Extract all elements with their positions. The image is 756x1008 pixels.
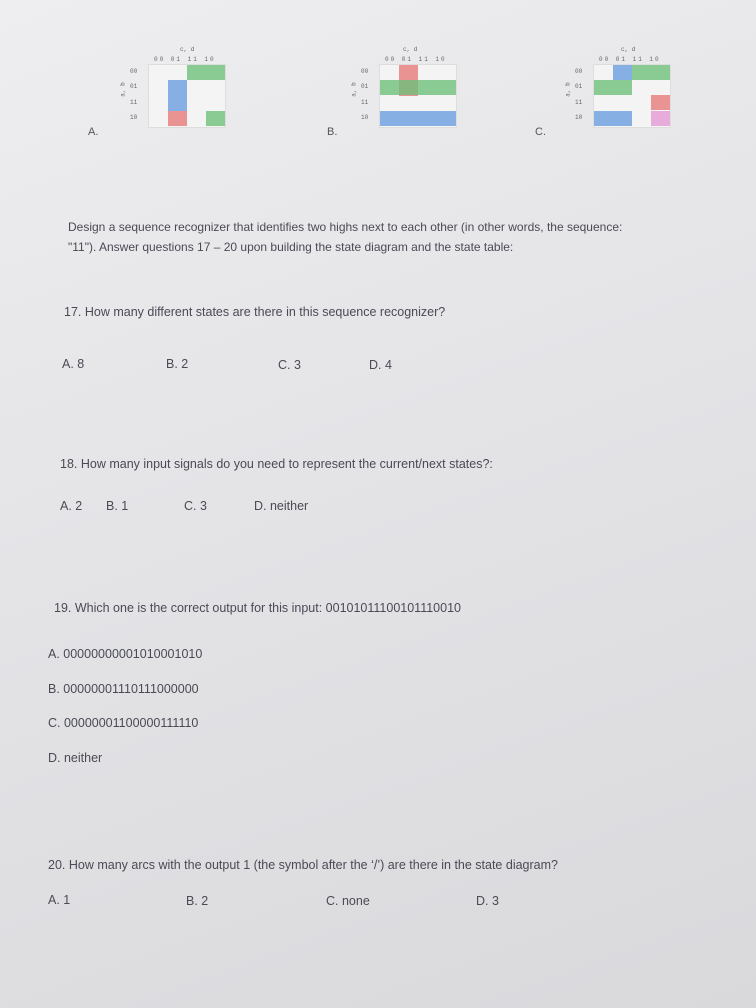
kmap-c-pink-cell [651, 111, 670, 126]
question-18: 18. How many input signals do you need to represent the current/next states?: [60, 457, 493, 471]
kmap-c-row-00: 00 [575, 68, 583, 75]
kmap-c-label: C. [535, 126, 546, 138]
kmap-c-green-top [632, 65, 670, 80]
kmap-c-col-var: c, d [621, 46, 636, 53]
kmap-b [327, 42, 463, 142]
kmap-a-blue-group [168, 80, 187, 111]
kmap-c-row-10: 10 [575, 114, 583, 121]
kmap-a-red-group [168, 111, 187, 126]
question-17: 17. How many different states are there in this sequence recognizer? [64, 305, 446, 319]
kmap-b-row-00: 00 [361, 68, 369, 75]
kmap-a-green-cell [206, 111, 225, 126]
q18-option-d[interactable]: D. neither [254, 499, 309, 513]
q18-option-b[interactable]: B. 1 [106, 499, 129, 513]
kmap-c-blue-cell-top [613, 65, 632, 80]
q19-option-b[interactable]: B. 00000001110111000000 [48, 682, 199, 696]
kmap-b-label: B. [327, 126, 338, 138]
q18-option-a[interactable]: A. 2 [60, 499, 83, 513]
question-19: 19. Which one is the correct output for this input: 00101011100101110010 [54, 601, 461, 615]
kmap-b-row-11: 11 [361, 99, 369, 106]
kmap-a-col-labels: 00 01 11 10 [154, 56, 216, 63]
question-20: 20. How many arcs with the output 1 (the symbol after the ‘/’) are there in the state diagram? [48, 858, 558, 872]
kmap-c-grid [593, 64, 671, 128]
kmap-c [535, 42, 677, 142]
kmap-b-row-var: a, b [350, 82, 358, 97]
q17-option-c[interactable]: C. 3 [278, 358, 301, 372]
q20-option-b[interactable]: B. 2 [186, 894, 209, 908]
kmap-b-col-labels: 00 01 11 10 [385, 56, 447, 63]
intro-line-1: Design a sequence recognizer that identifies two highs next to each other (in other words, the sequence: [68, 220, 623, 234]
kmap-b-row-01: 01 [361, 83, 369, 90]
kmap-c-row-var: a, b [564, 82, 572, 97]
kmap-a-row-01: 01 [130, 83, 138, 90]
q20-option-d[interactable]: D. 3 [476, 894, 499, 908]
q17-option-b[interactable]: B. 2 [166, 357, 189, 371]
kmap-c-blue-bottom [594, 111, 632, 126]
kmap-b-grid [379, 64, 457, 128]
kmap-c-row-11: 11 [575, 99, 583, 106]
q19-option-c[interactable]: C. 00000001100000111110 [48, 716, 199, 730]
kmap-b-green-group [380, 80, 456, 95]
kmap-a-row-11: 11 [130, 99, 138, 106]
kmap-c-red-cell [651, 95, 670, 110]
kmap-b-col-var: c, d [403, 46, 418, 53]
kmap-a-green-group [187, 65, 225, 80]
kmap-b-blue-group [380, 111, 456, 126]
q20-option-a[interactable]: A. 1 [48, 893, 71, 907]
kmap-a-row-00: 00 [130, 68, 138, 75]
kmap-a-row-var: a, b [119, 82, 127, 97]
q17-option-d[interactable]: D. 4 [369, 358, 392, 372]
kmap-a-col-var: c, d [180, 46, 195, 53]
q19-option-a[interactable]: A. 00000000001010001010 [48, 647, 203, 661]
kmap-c-green-mid [594, 80, 632, 95]
kmap-a-row-10: 10 [130, 114, 138, 121]
q20-option-c[interactable]: C. none [326, 894, 370, 908]
q17-option-a[interactable]: A. 8 [62, 357, 85, 371]
q18-option-c[interactable]: C. 3 [184, 499, 207, 513]
intro-line-2: "11"). Answer questions 17 – 20 upon building the state diagram and the state table: [68, 240, 514, 254]
q19-option-d[interactable]: D. neither [48, 751, 103, 765]
kmap-b-row-10: 10 [361, 114, 369, 121]
kmap-a [88, 42, 232, 142]
kmap-c-row-01: 01 [575, 83, 583, 90]
kmap-a-label: A. [88, 126, 99, 138]
kmap-a-grid [148, 64, 226, 128]
kmap-c-col-labels: 00 01 11 10 [599, 56, 661, 63]
